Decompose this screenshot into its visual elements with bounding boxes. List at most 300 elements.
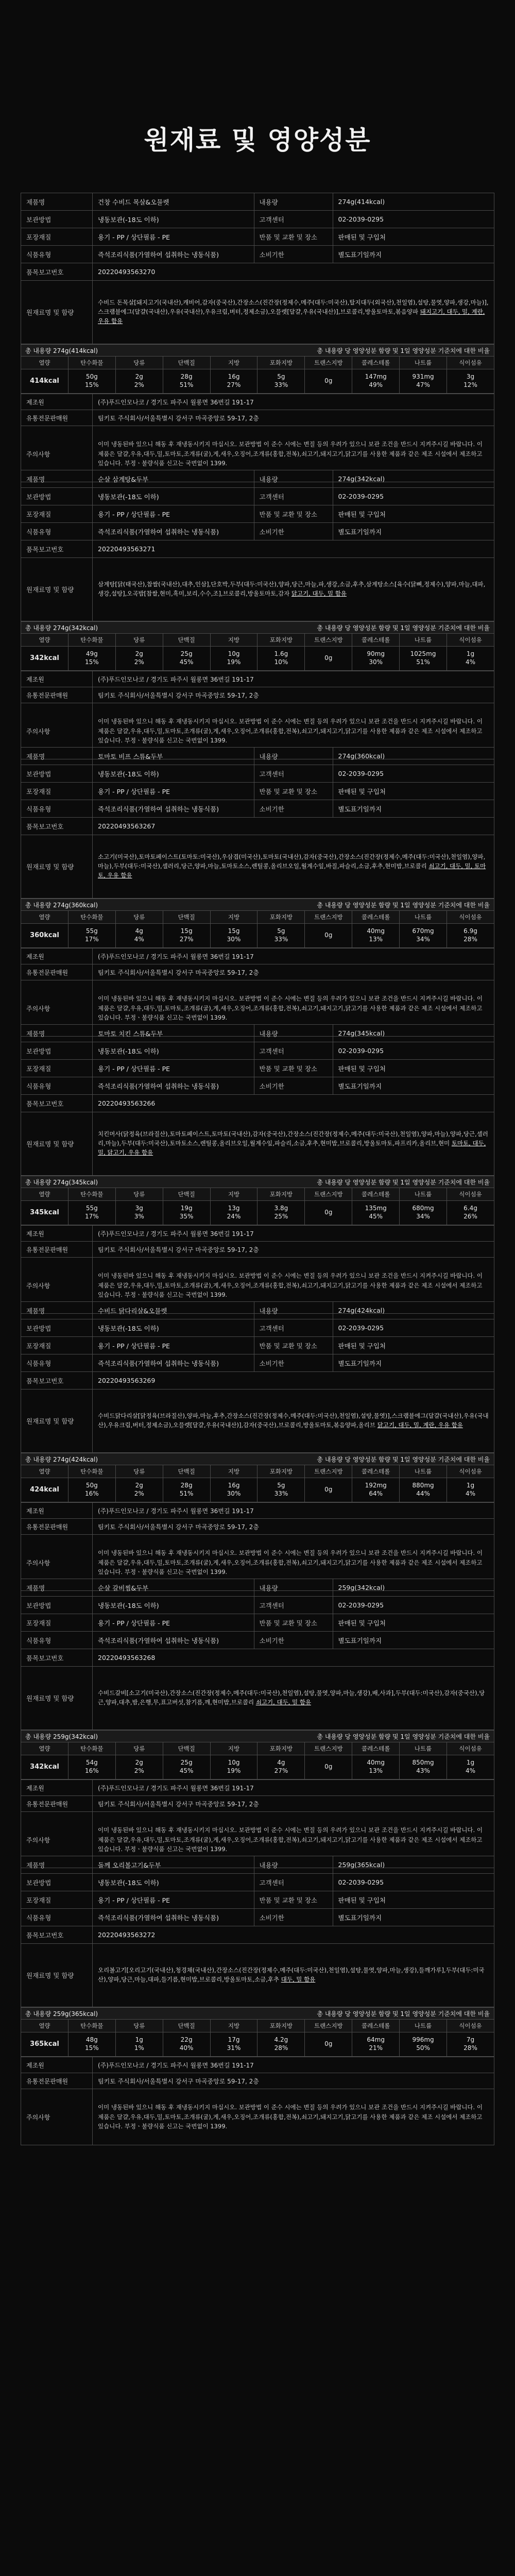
- nutrition-percent: 17%: [85, 936, 99, 943]
- nutrition-col: 식이섬유: [447, 634, 494, 647]
- nutrition-percent: 2%: [134, 1767, 144, 1774]
- nutrition-percent: 30%: [369, 658, 383, 666]
- label-maker: 제조원: [21, 671, 93, 687]
- nutrition-header-left: 총 내용량 274g(360kcal): [25, 901, 98, 909]
- nutrition-header: [21, 345, 494, 357]
- service-value: 02-2039-0295: [333, 211, 494, 228]
- nutrition-amount: 0g: [324, 1486, 333, 1494]
- nutrition-amount: 19g: [180, 1205, 193, 1212]
- nutrition-amount: 3.8g: [274, 1205, 288, 1212]
- nutrition-amount: 17g: [228, 2036, 240, 2044]
- ingredients-text: 수비드갈비[소고기(미국산),간장소스(진간장(정제수,메주(대두:미국산),천일염),설탕,물엿,양파,마늘,생강),배,사과],두부(대두:미국산),감자(중국산),당근,양파,대추,밤,은행,무,표고버섯,참기름,깨,현미밥,브로콜리: [98, 1689, 485, 1706]
- maker-value: (주)푸드인모나코 / 경기도 파주시 월롱면 36번길 191-17: [93, 1503, 494, 1519]
- nutrition-amount: 40mg: [367, 1759, 385, 1767]
- label-ingredients: 원재료명 및 함량: [21, 1944, 93, 2007]
- label-volume: 내용량: [254, 470, 333, 488]
- product-name: 건창 수비드 목살&오믈렛: [93, 193, 254, 211]
- ingredients-cell: [93, 835, 494, 899]
- nutrition-col: 단백질: [163, 1188, 210, 1201]
- report-number: 20220493563271: [93, 540, 494, 558]
- nutrition-percent: 28%: [274, 2044, 288, 2052]
- nutrition-percent: 30%: [227, 936, 241, 943]
- exchange-value: 판매된 및 구입처: [333, 505, 494, 523]
- nutrition-kcal: 365kcal: [21, 2032, 68, 2057]
- maker-value: (주)푸드인모나코 / 경기도 파주시 월롱면 36번길 191-17: [93, 671, 494, 687]
- expiry-value: 별도표기일까지: [333, 246, 494, 263]
- expiry-value: 별도표기일까지: [333, 1354, 494, 1372]
- nutrition-col-kcal: 열량: [21, 2020, 68, 2032]
- nutrition-percent: 19%: [227, 658, 241, 666]
- nutrition-amount: 49g: [85, 650, 98, 658]
- label-maker: 제조원: [21, 1226, 93, 1242]
- maker-value: (주)푸드인모나코 / 경기도 파주시 월롱면 36번길 191-17: [93, 1226, 494, 1242]
- nutrition-amount: 0g: [324, 931, 333, 939]
- nutrition-value: [115, 647, 163, 671]
- nutrition-value: [258, 2032, 305, 2057]
- product-info-table: [21, 1301, 494, 1453]
- label-exchange: 반품 및 교환 및 장소: [254, 1337, 333, 1354]
- nutrition-value: [163, 1478, 210, 1502]
- nutrition-kcal: 360kcal: [21, 924, 68, 948]
- product-name: 돌께 오리볼고기&두부: [93, 1856, 254, 1874]
- nutrition-columns: [21, 911, 494, 924]
- nutrition-amount: 0g: [324, 1209, 333, 1216]
- nutrition-columns: [21, 634, 494, 647]
- nutrition-col: 식이섬유: [447, 1742, 494, 1755]
- label-type: 식품유형: [21, 246, 93, 263]
- nutrition-percent: 26%: [464, 1213, 477, 1220]
- nutrition-header: [21, 1176, 494, 1188]
- nutrition-percent: 45%: [179, 658, 194, 666]
- nutrition-col: 탄수화물: [68, 1188, 115, 1201]
- exchange-value: 판매된 및 구입처: [333, 1060, 494, 1077]
- nutrition-col: 트랜스지방: [305, 1742, 352, 1755]
- nutrition-col: 탄수화물: [68, 1465, 115, 1478]
- nutrition-percent: 15%: [85, 658, 99, 666]
- nutrition-value: [115, 1755, 163, 1780]
- nutrition-value: [258, 369, 305, 394]
- label-expiry: 소비기한: [254, 1632, 333, 1649]
- nutrition-col: 탄수화물: [68, 2020, 115, 2032]
- nutrition-amount: 15g: [180, 927, 193, 935]
- nutrition-amount: 6.4g: [464, 1205, 477, 1212]
- nutrition-percent: 15%: [85, 381, 99, 388]
- nutrition-percent: 27%: [179, 936, 194, 943]
- nutrition-col: 포화지방: [258, 357, 305, 369]
- report-number: 20220493563272: [93, 1926, 494, 1944]
- product-name: 토마토 치킨 스튜&두부: [93, 1025, 254, 1042]
- label-report: 품목보고번호: [21, 1372, 93, 1389]
- nutrition-header-left: 총 내용량 259g(342kcal): [25, 1733, 98, 1740]
- nutrition-value: [400, 647, 447, 671]
- expiry-value: 별도표기일까지: [333, 523, 494, 540]
- nutrition-amount: 28g: [180, 373, 193, 381]
- type-value: 즉석조리식품(가열하여 섭취하는 냉동식품): [93, 1632, 254, 1649]
- allergy-text: 토마토, 대두, 밀, 닭고기, 우유 함유: [98, 1140, 486, 1156]
- nutrition-value: [258, 1755, 305, 1780]
- nutrition-value: [115, 924, 163, 948]
- label-exchange: 반품 및 교환 및 장소: [254, 228, 333, 246]
- product-block: [21, 1024, 494, 1299]
- product-list: [21, 193, 494, 2130]
- nutrition-value: [210, 369, 258, 394]
- nutrition-amount: 0g: [324, 2040, 333, 2048]
- nutrition-percent: 31%: [227, 2044, 241, 2052]
- label-distributor: 유통전문판매원: [21, 410, 93, 426]
- label-caution: 주의사항: [21, 1535, 93, 1591]
- product-name: 순살 삼계탕&두부: [93, 470, 254, 488]
- label-caution: 주의사항: [21, 1258, 93, 1314]
- nutrition-col: 나트륨: [400, 911, 447, 924]
- nutrition-amount: 5g: [277, 373, 285, 381]
- product-name: 수비드 닭다리살&오믈렛: [93, 1302, 254, 1319]
- label-maker: 제조원: [21, 1780, 93, 1796]
- nutrition-amount: 16g: [228, 1482, 240, 1489]
- label-caution: 주의사항: [21, 980, 93, 1037]
- ingredients-text: 수비드 돈목살[돼지고기(국내산),캐비어,감자(중국산),간장소스(진간장(정제수,메주(대두:미국산),탈지대두(외국산),천일염),설탕,물엿,양파,생강,마늘)],스크램블에그(달걀(국내산),우유(국내산),우유크림,버터,정제소금),오믈렛[달걀,우유(국내산)],브로콜리,방울토마토,볶음양파: [98, 299, 489, 316]
- nutrition-percent: 33%: [274, 936, 288, 943]
- nutrition-col: 식이섬유: [447, 1188, 494, 1201]
- label-packaging: 포장재질: [21, 1060, 93, 1077]
- nutrition-columns: [21, 357, 494, 369]
- product-volume: 274g(360kcal): [333, 748, 494, 765]
- label-report: 품목보고번호: [21, 1926, 93, 1944]
- expiry-value: 별도표기일까지: [333, 1909, 494, 1926]
- nutrition-columns: [21, 1465, 494, 1478]
- product-volume: 259g(365kcal): [333, 1856, 494, 1874]
- packaging-value: 용기 - PP / 상단필름 - PE: [93, 1337, 254, 1354]
- nutrition-percent: 43%: [416, 1767, 430, 1774]
- nutrition-percent: 45%: [369, 1213, 383, 1220]
- nutrition-value: [305, 924, 352, 948]
- nutrition-col-kcal: 열량: [21, 911, 68, 924]
- nutrition-percent: 49%: [369, 381, 383, 388]
- nutrition-table: [21, 1176, 494, 1225]
- nutrition-col-kcal: 열량: [21, 1188, 68, 1201]
- nutrition-amount: 0g: [324, 377, 333, 385]
- distributor-value: 팀키토 주식회사/서울특별시 강서구 마곡중앙로 59-17, 2층: [93, 1796, 494, 1812]
- ingredients-cell: [93, 281, 494, 344]
- label-packaging: 포장재질: [21, 1337, 93, 1354]
- nutrition-col: 포화지방: [258, 1188, 305, 1201]
- nutrition-percent: 16%: [85, 1490, 99, 1497]
- nutrition-col: 식이섬유: [447, 357, 494, 369]
- nutrition-amount: 10g: [228, 1759, 240, 1767]
- ingredients-text: 삼계탕[닭(태국산),찹쌀(국내산),대추,인삼],단호박,두부(대두:미국산),양파,당근,마늘,파,생강,소금,후추,삼계탕소스[육수(닭뼈,정제수),양파,마늘,대파,생강,설탕],오곡밥[찹쌀,현미,흑미,보리,수수,조],브로콜리,방울토마토,감자: [98, 581, 486, 597]
- nutrition-value: [352, 1755, 400, 1780]
- label-packaging: 포장재질: [21, 1614, 93, 1632]
- nutrition-header-left: 총 내용량 274g(345kcal): [25, 1178, 98, 1186]
- nutrition-percent: 27%: [227, 381, 241, 388]
- nutrition-value: [400, 369, 447, 394]
- packaging-value: 용기 - PP / 상단필름 - PE: [93, 1060, 254, 1077]
- nutrition-kcal: 345kcal: [21, 1201, 68, 1225]
- nutrition-col: 당류: [115, 357, 163, 369]
- nutrition-amount: 0g: [324, 1763, 333, 1771]
- label-service: 고객센터: [254, 211, 333, 228]
- nutrition-value: [447, 369, 494, 394]
- nutrition-percent: 4%: [465, 1767, 476, 1774]
- nutrition-value: [352, 369, 400, 394]
- nutrition-col: 지방: [210, 1188, 258, 1201]
- nutrition-value: [447, 1478, 494, 1502]
- nutrition-amount: 3g: [466, 373, 475, 381]
- nutrition-col: 나트륨: [400, 1742, 447, 1755]
- nutrition-percent: 44%: [416, 1490, 430, 1497]
- nutrition-amount: 90mg: [367, 650, 385, 658]
- type-value: 즉석조리식품(가열하여 섭취하는 냉동식품): [93, 1909, 254, 1926]
- nutrition-percent: 16%: [85, 1767, 99, 1774]
- nutrition-col: 당류: [115, 1742, 163, 1755]
- nutrition-header-left: 총 내용량 274g(424kcal): [25, 1455, 98, 1463]
- nutrition-col: 포화지방: [258, 2020, 305, 2032]
- nutrition-percent: 2%: [134, 1490, 144, 1497]
- label-exchange: 반품 및 교환 및 장소: [254, 1060, 333, 1077]
- label-ingredients: 원재료명 및 함량: [21, 1667, 93, 1730]
- nutrition-col: 당류: [115, 911, 163, 924]
- packaging-value: 용기 - PP / 상단필름 - PE: [93, 1891, 254, 1909]
- product-block: [21, 193, 494, 467]
- nutrition-percent: 40%: [179, 2044, 194, 2052]
- label-caution: 주의사항: [21, 2089, 93, 2145]
- label-exchange: 반품 및 교환 및 장소: [254, 1891, 333, 1909]
- packaging-value: 용기 - PP / 상단필름 - PE: [93, 228, 254, 246]
- nutrition-percent: 15%: [85, 2044, 99, 2052]
- label-maker: 제조원: [21, 948, 93, 964]
- nutrition-value: [68, 2032, 115, 2057]
- label-service: 고객센터: [254, 1042, 333, 1060]
- nutrition-amount: 28g: [180, 1482, 193, 1489]
- nutrition-value: [210, 1201, 258, 1225]
- nutrition-values: [21, 2032, 494, 2057]
- nutrition-col: 당류: [115, 634, 163, 647]
- nutrition-values: [21, 369, 494, 394]
- expiry-value: 별도표기일까지: [333, 800, 494, 818]
- nutrition-col: 식이섬유: [447, 1465, 494, 1478]
- nutrition-table: [21, 899, 494, 948]
- service-value: 02-2039-0295: [333, 1042, 494, 1060]
- allergy-text: 닭고기, 대두, 밀, 계란, 우유 함유: [377, 1421, 463, 1429]
- nutrition-value: [352, 1201, 400, 1225]
- expiry-value: 별도표기일까지: [333, 1632, 494, 1649]
- label-packaging: 포장재질: [21, 228, 93, 246]
- nutrition-amount: 55g: [85, 927, 98, 935]
- nutrition-col: 지방: [210, 911, 258, 924]
- nutrition-col: 포화지방: [258, 634, 305, 647]
- nutrition-value: [400, 1755, 447, 1780]
- nutrition-percent: 4%: [465, 1490, 476, 1497]
- nutrition-amount: 40mg: [367, 927, 385, 935]
- nutrition-col: 지방: [210, 2020, 258, 2032]
- nutrition-value: [352, 647, 400, 671]
- caution-value: 이미 냉동된바 있으니 해동 후 재냉동시키지 마십시오. 보관방법 이 준수 시에는 변질 등의 우려가 있으니 보관 조건을 반드시 지켜주시길 바랍니다. 이 제품은 달걀,우유,대두,밀,토마토,조개류(굴),게,새우,오징어,조개류(홍합,전복),쇠고기,돼지고기,닭고기를 사용한 제품과 같은 제조 시설에서 제조하고 있습니다. 부정ㆍ불량식품 신고는 국번없이 1399.: [93, 703, 494, 759]
- nutrition-value: [258, 1478, 305, 1502]
- nutrition-value: [210, 647, 258, 671]
- nutrition-columns: [21, 2020, 494, 2032]
- nutrition-col-kcal: 열량: [21, 1465, 68, 1478]
- storage-value: 냉동보관(-18도 이하): [93, 1874, 254, 1891]
- nutrition-col: 단백질: [163, 634, 210, 647]
- ingredients-text: 수비드닭다리살[닭정육(브라질산),양파,마늘,후추,간장소스(진간장(정제수,메주(대두:미국산),천일염),설탕,물엿)],스크램블에그(달걀(국내산),우유(국내산),우유크림,버터,정제소금),오믈렛[달걀,우유(국내산)],감자(중국산),브로콜리,방울토마토,볶음양파,올리브: [98, 1412, 489, 1429]
- distributor-value: 팀키토 주식회사/서울특별시 강서구 마곡중앙로 59-17, 2층: [93, 1519, 494, 1535]
- label-storage: 보관방법: [21, 1042, 93, 1060]
- nutrition-col: 콜레스테롤: [352, 911, 400, 924]
- label-product: 제품명: [21, 1856, 93, 1874]
- nutrition-table: [21, 344, 494, 394]
- nutrition-value: [258, 1201, 305, 1225]
- label-product: 제품명: [21, 470, 93, 488]
- label-storage: 보관방법: [21, 765, 93, 783]
- nutrition-percent: 51%: [179, 1490, 194, 1497]
- label-volume: 내용량: [254, 1025, 333, 1042]
- nutrition-columns: [21, 1188, 494, 1201]
- label-volume: 내용량: [254, 1302, 333, 1319]
- nutrition-percent: 35%: [179, 1213, 194, 1220]
- product-block: [21, 1301, 494, 1576]
- label-volume: 내용량: [254, 748, 333, 765]
- label-type: 식품유형: [21, 1632, 93, 1649]
- nutrition-kcal: 342kcal: [21, 1755, 68, 1780]
- maker-value: (주)푸드인모나코 / 경기도 파주시 월롱면 36번길 191-17: [93, 948, 494, 964]
- nutrition-percent: 27%: [274, 1767, 288, 1774]
- allergy-text: 대두, 밀 함유: [281, 1976, 316, 1983]
- nutrition-value: [210, 924, 258, 948]
- nutrition-col-kcal: 열량: [21, 357, 68, 369]
- nutrition-value: [68, 369, 115, 394]
- label-ingredients: 원재료명 및 함량: [21, 281, 93, 344]
- nutrition-col: 탄수화물: [68, 634, 115, 647]
- nutrition-amount: 5g: [277, 927, 285, 935]
- nutrition-amount: 55g: [85, 1205, 98, 1212]
- nutrition-col: 콜레스테롤: [352, 1465, 400, 1478]
- nutrition-percent: 34%: [416, 1213, 430, 1220]
- nutrition-value: [305, 1201, 352, 1225]
- nutrition-col: 콜레스테롤: [352, 634, 400, 647]
- nutrition-amount: 1g: [466, 650, 475, 658]
- nutrition-amount: 13g: [228, 1205, 240, 1212]
- caution-value: 이미 냉동된바 있으니 해동 후 재냉동시키지 마십시오. 보관방법 이 준수 시에는 변질 등의 우려가 있으니 보관 조건을 반드시 지켜주시길 바랍니다. 이 제품은 달걀,우유,대두,밀,토마토,조개류(굴),게,새우,오징어,조개류(홍합,전복),쇠고기,돼지고기,닭고기를 사용한 제품과 같은 제조 시설에서 제조하고 있습니다. 부정ㆍ불량식품 신고는 국번없이 1399.: [93, 426, 494, 482]
- nutrition-header: [21, 622, 494, 634]
- label-packaging: 포장재질: [21, 505, 93, 523]
- nutrition-amount: 192mg: [365, 1482, 387, 1489]
- nutrition-amount: 2g: [135, 650, 143, 658]
- label-distributor: 유통전문판매원: [21, 687, 93, 703]
- nutrition-percent: 33%: [274, 1490, 288, 1497]
- nutrition-value: [400, 924, 447, 948]
- packaging-value: 용기 - PP / 상단필름 - PE: [93, 783, 254, 800]
- service-value: 02-2039-0295: [333, 765, 494, 783]
- nutrition-value: [210, 1478, 258, 1502]
- storage-value: 냉동보관(-18도 이하): [93, 765, 254, 783]
- exchange-value: 판매된 및 구입처: [333, 1891, 494, 1909]
- label-distributor: 유통전문판매원: [21, 2073, 93, 2089]
- label-product: 제품명: [21, 1302, 93, 1319]
- label-exchange: 반품 및 교환 및 장소: [254, 783, 333, 800]
- ingredients-cell: [93, 1944, 494, 2007]
- storage-value: 냉동보관(-18도 이하): [93, 1042, 254, 1060]
- nutrition-col: 트랜스지방: [305, 1188, 352, 1201]
- nutrition-value: [68, 1755, 115, 1780]
- nutrition-percent: 24%: [227, 1213, 241, 1220]
- nutrition-percent: 33%: [274, 381, 288, 388]
- nutrition-percent: 64%: [369, 1490, 383, 1497]
- label-product: 제품명: [21, 748, 93, 765]
- label-packaging: 포장재질: [21, 1891, 93, 1909]
- product-info-table: [21, 747, 494, 899]
- nutrition-value: [115, 369, 163, 394]
- type-value: 즉석조리식품(가열하여 섭취하는 냉동식품): [93, 1354, 254, 1372]
- nutrition-amount: 22g: [180, 2036, 193, 2044]
- nutrition-percent: 4%: [465, 658, 476, 666]
- product-volume: 274g(342kcal): [333, 470, 494, 488]
- nutrition-percent: 51%: [179, 381, 194, 388]
- label-product: 제품명: [21, 1025, 93, 1042]
- label-distributor: 유통전문판매원: [21, 1519, 93, 1535]
- product-name: 토마토 비프 스튜&두부: [93, 748, 254, 765]
- nutrition-table: [21, 2007, 494, 2057]
- nutrition-amount: 6.9g: [464, 927, 477, 935]
- nutrition-kcal: 342kcal: [21, 647, 68, 671]
- ingredients-cell: [93, 1112, 494, 1176]
- nutrition-amount: 2g: [135, 1482, 143, 1489]
- nutrition-amount: 931mg: [412, 373, 434, 381]
- nutrition-col: 포화지방: [258, 911, 305, 924]
- nutrition-table: [21, 621, 494, 671]
- maker-table: [21, 671, 494, 759]
- nutrition-amount: 3g: [135, 1205, 143, 1212]
- nutrition-value: [68, 924, 115, 948]
- nutrition-percent: 13%: [369, 1767, 383, 1774]
- nutrition-value: [400, 1201, 447, 1225]
- nutrition-percent: 10%: [274, 658, 288, 666]
- nutrition-header-right: 총 내용량 당 영양성분 함량 및 1일 영양성분 기준치에 대한 비율: [317, 2010, 490, 2018]
- nutrition-amount: 4g: [277, 1759, 285, 1767]
- label-distributor: 유통전문판매원: [21, 1242, 93, 1258]
- nutrition-header-right: 총 내용량 당 영양성분 함량 및 1일 영양성분 기준치에 대한 비율: [317, 1455, 490, 1463]
- nutrition-percent: 28%: [464, 936, 477, 943]
- nutrition-col-kcal: 열량: [21, 634, 68, 647]
- nutrition-amount: 4.2g: [274, 2036, 288, 2044]
- nutrition-header-left: 총 내용량 259g(365kcal): [25, 2010, 98, 2018]
- label-distributor: 유통전문판매원: [21, 1796, 93, 1812]
- product-block: [21, 470, 494, 744]
- nutrition-value: [163, 647, 210, 671]
- label-storage: 보관방법: [21, 1597, 93, 1614]
- storage-value: 냉동보관(-18도 이하): [93, 211, 254, 228]
- nutrition-amount: 15g: [228, 927, 240, 935]
- nutrition-header: [21, 1453, 494, 1465]
- nutrition-amount: 680mg: [412, 1205, 434, 1212]
- nutrition-value: [447, 2032, 494, 2057]
- nutrition-col: 탄수화물: [68, 357, 115, 369]
- exchange-value: 판매된 및 구입처: [333, 1337, 494, 1354]
- product-volume: 274g(414kcal): [333, 193, 494, 211]
- nutrition-col: 단백질: [163, 1742, 210, 1755]
- nutrition-value: [447, 647, 494, 671]
- ingredients-cell: [93, 1667, 494, 1730]
- nutrition-col: 식이섬유: [447, 911, 494, 924]
- label-volume: 내용량: [254, 1579, 333, 1597]
- nutrition-percent: 34%: [416, 936, 430, 943]
- service-value: 02-2039-0295: [333, 1874, 494, 1891]
- distributor-value: 팀키토 주식회사/서울특별시 강서구 마곡중앙로 59-17, 2층: [93, 2073, 494, 2089]
- maker-table: [21, 948, 494, 1037]
- nutrition-percent: 51%: [416, 658, 430, 666]
- ingredients-text: 오리볼고기[오리고기(국내산),청경채(국내산),간장소스(진간장(정제수,메주(대두:미국산),천일염),설탕,물엿,양파,마늘,생강),들깨가루],두부(대두:미국산),양파,당근,마늘,대파,들기름,현미밥,브로콜리,방울토마토,소금,후추: [98, 1967, 485, 1983]
- nutrition-header-right: 총 내용량 당 영양성분 함량 및 1일 영양성분 기준치에 대한 비율: [317, 901, 490, 909]
- caution-value: 이미 냉동된바 있으니 해동 후 재냉동시키지 마십시오. 보관방법 이 준수 시에는 변질 등의 우려가 있으니 보관 조건을 반드시 지켜주시길 바랍니다. 이 제품은 달걀,우유,대두,밀,토마토,조개류(굴),게,새우,오징어,조개류(홍합,전복),쇠고기,돼지고기,닭고기를 사용한 제품과 같은 제조 시설에서 제조하고 있습니다. 부정ㆍ불량식품 신고는 국번없이 1399.: [93, 1535, 494, 1591]
- nutrition-col: 콜레스테롤: [352, 2020, 400, 2032]
